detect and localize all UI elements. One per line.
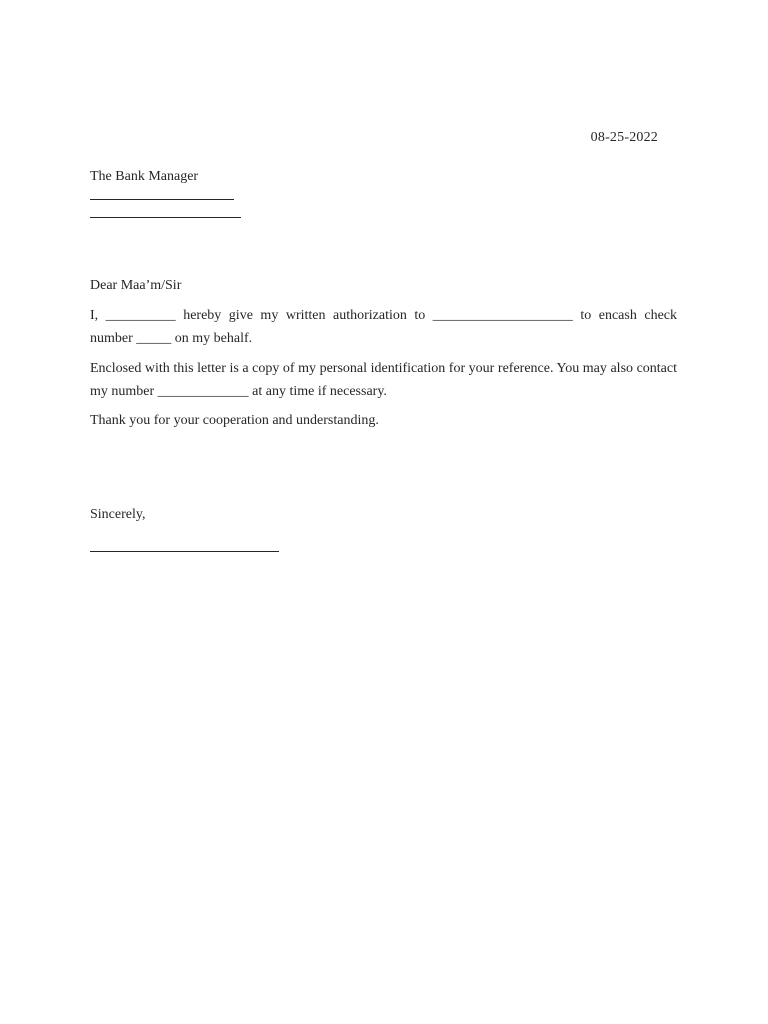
closing: Sincerely, xyxy=(90,507,146,522)
address-blank-line-2 xyxy=(90,216,241,218)
letter-date: 08-25-2022 xyxy=(590,130,658,145)
thank-you-paragraph: Thank you for your cooperation and understanding. xyxy=(90,413,379,428)
address-blank-line-1 xyxy=(90,198,234,200)
authorization-paragraph: I, __________ hereby give my written authorization to ____________________ to encash check number _____ on my behalf. xyxy=(90,308,677,346)
addressee-line: The Bank Manager xyxy=(90,169,199,184)
identification-paragraph: Enclosed with this letter is a copy of my personal identification for your reference. You may also contact my number _____________ at any time if necessary. xyxy=(90,361,677,399)
signature-line xyxy=(90,550,279,552)
salutation: Dear Maa’m/Sir xyxy=(90,278,182,293)
